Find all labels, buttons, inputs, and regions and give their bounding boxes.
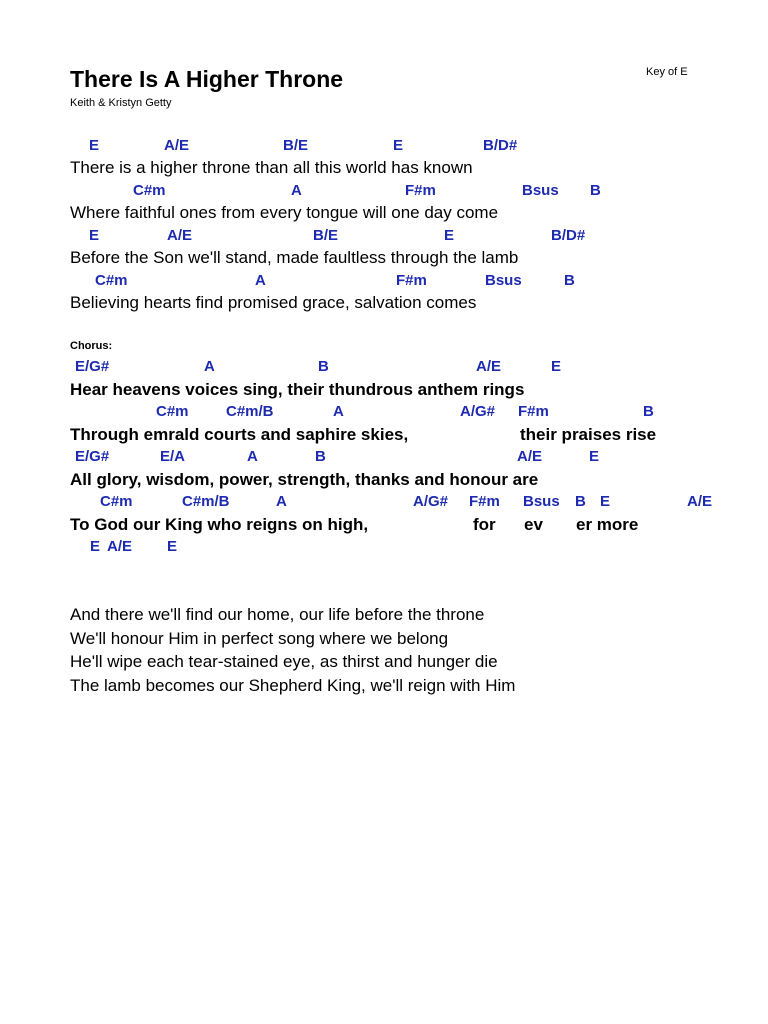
chord: A	[255, 272, 266, 289]
chord: A/E	[476, 358, 502, 375]
chord: A/G#	[460, 403, 496, 420]
lyric-segment: ev	[524, 515, 543, 534]
chord: F#m	[396, 272, 427, 289]
lyric-segment: for	[473, 515, 496, 534]
chord: F#m	[469, 493, 500, 510]
chord: E	[600, 493, 611, 510]
chord: A/E	[167, 227, 193, 244]
chord: E	[89, 227, 100, 244]
chord: A/E	[517, 448, 543, 465]
chord: C#m	[156, 403, 189, 420]
chord: Bsus	[523, 493, 560, 510]
lyric-line: All glory, wisdom, power, strength, thanks and honour are	[70, 470, 539, 489]
lyric-line: Hear heavens voices sing, their thundrous anthem rings	[70, 380, 525, 399]
chord: C#m/B	[226, 403, 274, 420]
song-author: Keith & Kristyn Getty	[70, 97, 172, 109]
chord: B	[318, 358, 329, 375]
song-title: There Is A Higher Throne	[70, 66, 344, 92]
chord: B/E	[313, 227, 339, 244]
chord: A	[276, 493, 287, 510]
lyric-line: We'll honour Him in perfect song where we belong	[70, 629, 449, 648]
chord: B	[590, 182, 601, 199]
chord: A/E	[687, 493, 713, 510]
chord: C#m/B	[182, 493, 230, 510]
chord: C#m	[95, 272, 128, 289]
chord: B/D#	[483, 137, 518, 154]
lyric-segment: er more	[576, 515, 639, 534]
chord: B	[575, 493, 586, 510]
chord: A	[333, 403, 344, 420]
chord: A	[204, 358, 215, 375]
chord: C#m	[100, 493, 133, 510]
chorus-label: Chorus:	[70, 340, 113, 352]
chord: E	[444, 227, 455, 244]
chord: E	[393, 137, 404, 154]
chord: E/G#	[75, 358, 110, 375]
chord: A	[247, 448, 258, 465]
chord: E	[90, 538, 101, 555]
chord: A/E	[164, 137, 190, 154]
chord: F#m	[518, 403, 549, 420]
chord: Bsus	[485, 272, 522, 289]
lyric-line: Where faithful ones from every tongue will one day come	[70, 203, 499, 222]
chord: E	[167, 538, 178, 555]
chord: E/A	[160, 448, 186, 465]
chord: Bsus	[522, 182, 559, 199]
lyric-segment: Through emrald courts and saphire skies,	[70, 425, 409, 444]
chord: E/G#	[75, 448, 110, 465]
lyric-line: There is a higher throne than all this world has known	[70, 158, 473, 177]
chord: A	[291, 182, 302, 199]
chord: A/E	[107, 538, 133, 555]
chord: E	[589, 448, 600, 465]
chord: B/E	[283, 137, 309, 154]
chord: B/D#	[551, 227, 586, 244]
song-key: Key of E	[646, 66, 688, 78]
chord: E	[89, 137, 100, 154]
lyric-line: And there we'll find our home, our life before the throne	[70, 605, 485, 624]
chord: F#m	[405, 182, 436, 199]
lyric-line: The lamb becomes our Shepherd King, we'll reign with Him	[70, 676, 516, 695]
lyric-segment: their praises rise	[520, 425, 657, 444]
chord: A/G#	[413, 493, 449, 510]
lyric-line: He'll wipe each tear-stained eye, as thirst and hunger die	[70, 652, 498, 671]
lyric-line: Before the Son we'll stand, made faultless through the lamb	[70, 248, 519, 267]
chord: B	[564, 272, 575, 289]
chord: B	[315, 448, 326, 465]
chord: E	[551, 358, 562, 375]
lyric-segment: To God our King who reigns on high,	[70, 515, 369, 534]
lyric-line: Believing hearts find promised grace, salvation comes	[70, 293, 477, 312]
chord: B	[643, 403, 654, 420]
chord: C#m	[133, 182, 166, 199]
